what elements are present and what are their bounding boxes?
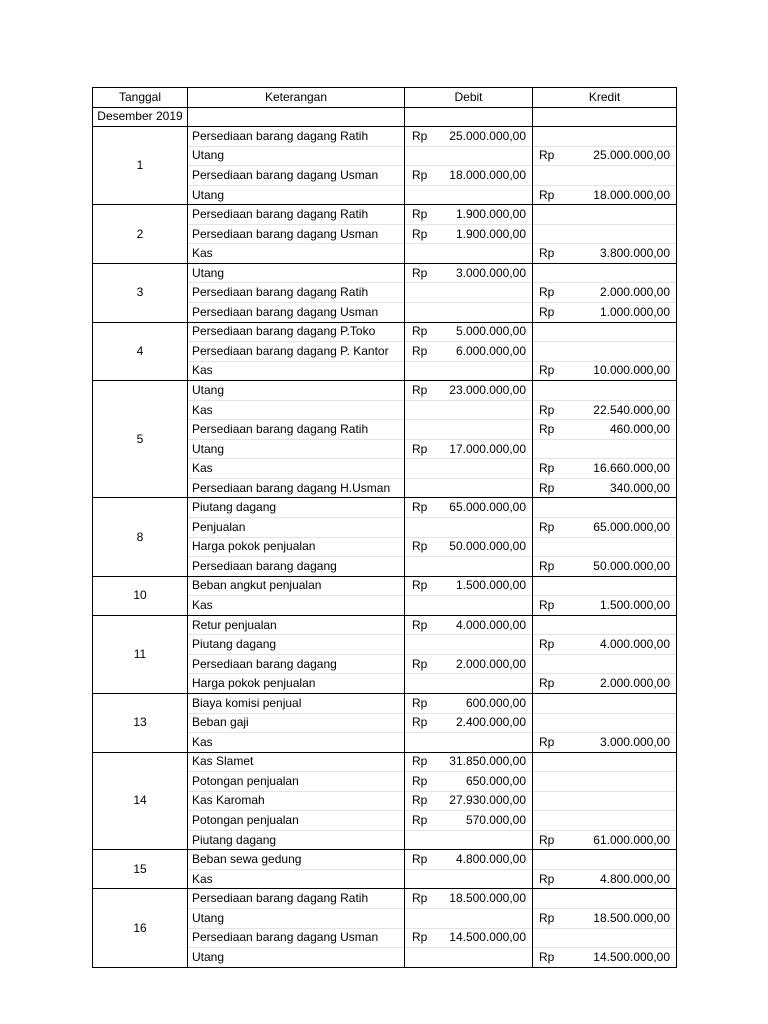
debit-amount [433,420,533,440]
debit-amount [433,400,533,420]
account-name: Persediaan barang dagang Ratih [188,283,405,303]
credit-currency [533,889,561,909]
credit-amount [561,576,677,596]
account-name: Beban sewa gedung [188,850,405,870]
debit-amount: 1.500.000,00 [433,576,533,596]
credit-currency: Rp [533,908,561,928]
debit-amount: 5.000.000,00 [433,322,533,342]
entry-date: 14 [93,752,188,850]
journal-row [93,850,677,870]
credit-currency [533,772,561,792]
debit-currency: Rp [405,713,433,733]
account-name: Piutang dagang [188,498,405,518]
credit-currency [533,322,561,342]
credit-amount [561,713,677,733]
month-empty-debit [405,107,533,127]
credit-currency: Rp [533,283,561,303]
debit-amount: 600.000,00 [433,693,533,713]
entry-date: 2 [93,205,188,264]
debit-currency: Rp [405,791,433,811]
debit-amount: 25.000.000,00 [433,127,533,147]
debit-amount: 14.500.000,00 [433,928,533,948]
debit-amount: 17.000.000,00 [433,439,533,459]
credit-currency [533,342,561,362]
credit-currency [533,928,561,948]
debit-amount [433,459,533,479]
debit-currency: Rp [405,811,433,831]
debit-amount: 6.000.000,00 [433,342,533,362]
credit-amount [561,693,677,713]
debit-amount: 570.000,00 [433,811,533,831]
debit-currency: Rp [405,439,433,459]
debit-currency [405,420,433,440]
header-debit: Debit [405,88,533,108]
debit-currency: Rp [405,693,433,713]
debit-currency: Rp [405,850,433,870]
account-name: Persediaan barang dagang Usman [188,303,405,323]
account-name: Kas [188,459,405,479]
debit-amount [433,948,533,968]
debit-amount: 650.000,00 [433,772,533,792]
account-name: Kas [188,400,405,420]
month-label: Desember 2019 [93,107,188,127]
credit-currency: Rp [533,635,561,655]
month-row [93,107,677,127]
credit-amount [561,322,677,342]
credit-amount [561,224,677,244]
credit-amount: 16.660.000,00 [561,459,677,479]
debit-amount [433,869,533,889]
account-name: Utang [188,263,405,283]
month-empty-desc [188,107,405,127]
debit-currency [405,908,433,928]
debit-amount [433,185,533,205]
account-name: Harga pokok penjualan [188,537,405,557]
debit-amount [433,244,533,264]
account-name: Biaya komisi penjual [188,693,405,713]
entry-date: 4 [93,322,188,381]
credit-currency: Rp [533,830,561,850]
credit-amount [561,615,677,635]
journal-row [93,576,677,596]
credit-amount [561,498,677,518]
credit-amount [561,127,677,147]
debit-currency: Rp [405,576,433,596]
credit-currency [533,576,561,596]
debit-currency: Rp [405,342,433,362]
debit-amount: 18.500.000,00 [433,889,533,909]
credit-amount: 2.000.000,00 [561,283,677,303]
account-name: Persediaan barang dagang Ratih [188,889,405,909]
account-name: Persediaan barang dagang P.Toko [188,322,405,342]
debit-amount [433,596,533,616]
account-name: Kas [188,244,405,264]
journal-row [93,322,677,342]
debit-currency [405,478,433,498]
journal-row [93,381,677,401]
journal-row [93,263,677,283]
debit-currency [405,283,433,303]
debit-amount [433,478,533,498]
credit-currency [533,166,561,186]
debit-currency: Rp [405,498,433,518]
credit-amount: 18.000.000,00 [561,185,677,205]
credit-currency: Rp [533,557,561,577]
debit-amount [433,635,533,655]
credit-currency: Rp [533,303,561,323]
account-name: Potongan penjualan [188,811,405,831]
debit-amount: 4.000.000,00 [433,615,533,635]
credit-amount: 61.000.000,00 [561,830,677,850]
account-name: Beban gaji [188,713,405,733]
credit-currency: Rp [533,518,561,538]
debit-currency: Rp [405,166,433,186]
credit-amount [561,811,677,831]
account-name: Kas Slamet [188,752,405,772]
debit-currency [405,361,433,381]
debit-currency: Rp [405,224,433,244]
account-name: Persediaan barang dagang Usman [188,928,405,948]
account-name: Kas [188,361,405,381]
debit-amount [433,283,533,303]
account-name: Persediaan barang dagang [188,557,405,577]
debit-amount [433,908,533,928]
debit-currency [405,948,433,968]
account-name: Kas [188,596,405,616]
journal-row [93,615,677,635]
credit-amount: 3.000.000,00 [561,733,677,753]
debit-amount: 3.000.000,00 [433,263,533,283]
credit-currency: Rp [533,948,561,968]
journal-row [93,752,677,772]
header-row [93,88,677,108]
credit-currency [533,752,561,772]
credit-amount [561,205,677,225]
credit-currency [533,498,561,518]
account-name: Potongan penjualan [188,772,405,792]
credit-currency [533,439,561,459]
debit-amount: 4.800.000,00 [433,850,533,870]
debit-amount [433,557,533,577]
credit-amount: 22.540.000,00 [561,400,677,420]
credit-currency [533,537,561,557]
credit-amount [561,342,677,362]
debit-currency [405,635,433,655]
journal-row [93,127,677,147]
debit-amount: 1.900.000,00 [433,205,533,225]
entry-date: 10 [93,576,188,615]
credit-amount: 340.000,00 [561,478,677,498]
credit-amount [561,928,677,948]
entry-date: 5 [93,381,188,498]
debit-currency: Rp [405,615,433,635]
credit-amount: 25.000.000,00 [561,146,677,166]
account-name: Piutang dagang [188,635,405,655]
debit-currency: Rp [405,263,433,283]
credit-amount [561,439,677,459]
account-name: Utang [188,439,405,459]
credit-currency [533,127,561,147]
account-name: Kas Karomah [188,791,405,811]
debit-currency [405,146,433,166]
debit-currency: Rp [405,654,433,674]
account-name: Persediaan barang dagang Ratih [188,420,405,440]
account-name: Persediaan barang dagang P. Kantor [188,342,405,362]
credit-amount: 14.500.000,00 [561,948,677,968]
credit-currency [533,224,561,244]
credit-amount: 2.000.000,00 [561,674,677,694]
entry-date: 1 [93,127,188,205]
account-name: Utang [188,185,405,205]
debit-currency [405,185,433,205]
credit-amount: 65.000.000,00 [561,518,677,538]
debit-amount: 65.000.000,00 [433,498,533,518]
credit-currency [533,205,561,225]
debit-amount [433,303,533,323]
credit-amount: 50.000.000,00 [561,557,677,577]
debit-currency: Rp [405,772,433,792]
debit-currency [405,674,433,694]
credit-currency: Rp [533,420,561,440]
credit-currency [533,811,561,831]
credit-amount [561,166,677,186]
debit-amount [433,674,533,694]
debit-currency [405,518,433,538]
debit-amount: 23.000.000,00 [433,381,533,401]
credit-currency [533,615,561,635]
credit-amount: 4.000.000,00 [561,635,677,655]
credit-currency: Rp [533,146,561,166]
debit-currency [405,244,433,264]
header-description: Keterangan [188,88,405,108]
debit-currency [405,303,433,323]
debit-currency [405,830,433,850]
account-name: Utang [188,948,405,968]
debit-amount [433,146,533,166]
debit-amount: 2.400.000,00 [433,713,533,733]
journal-row [93,693,677,713]
debit-currency [405,557,433,577]
debit-currency: Rp [405,381,433,401]
credit-currency: Rp [533,733,561,753]
entry-date: 8 [93,498,188,576]
account-name: Persediaan barang dagang Ratih [188,127,405,147]
credit-currency: Rp [533,459,561,479]
credit-currency: Rp [533,869,561,889]
account-name: Kas [188,733,405,753]
credit-currency [533,693,561,713]
debit-amount [433,518,533,538]
debit-amount: 2.000.000,00 [433,654,533,674]
account-name: Retur penjualan [188,615,405,635]
debit-currency: Rp [405,205,433,225]
debit-currency: Rp [405,928,433,948]
debit-currency: Rp [405,127,433,147]
account-name: Kas [188,869,405,889]
debit-currency: Rp [405,889,433,909]
journal-row [93,498,677,518]
entry-date: 16 [93,889,188,967]
entry-date: 3 [93,263,188,322]
account-name: Harga pokok penjualan [188,674,405,694]
debit-currency [405,869,433,889]
header-credit: Kredit [533,88,677,108]
debit-currency [405,400,433,420]
credit-amount [561,791,677,811]
account-name: Persediaan barang dagang H.Usman [188,478,405,498]
credit-amount: 10.000.000,00 [561,361,677,381]
month-empty-credit [533,107,677,127]
debit-amount: 18.000.000,00 [433,166,533,186]
debit-amount: 50.000.000,00 [433,537,533,557]
credit-currency [533,850,561,870]
debit-amount: 31.850.000,00 [433,752,533,772]
credit-amount: 460.000,00 [561,420,677,440]
entry-date: 13 [93,693,188,752]
credit-amount: 18.500.000,00 [561,908,677,928]
debit-currency: Rp [405,752,433,772]
debit-currency: Rp [405,322,433,342]
credit-amount [561,752,677,772]
credit-amount: 1.000.000,00 [561,303,677,323]
credit-amount: 4.800.000,00 [561,869,677,889]
journal-body [93,107,677,967]
credit-currency: Rp [533,185,561,205]
debit-amount: 27.930.000,00 [433,791,533,811]
debit-amount: 1.900.000,00 [433,224,533,244]
debit-currency [405,459,433,479]
account-name: Penjualan [188,518,405,538]
account-name: Utang [188,146,405,166]
account-name: Persediaan barang dagang Ratih [188,205,405,225]
account-name: Persediaan barang dagang [188,654,405,674]
journal-row [93,889,677,909]
account-name: Beban angkut penjualan [188,576,405,596]
credit-currency: Rp [533,361,561,381]
debit-amount [433,733,533,753]
credit-amount [561,263,677,283]
credit-amount: 1.500.000,00 [561,596,677,616]
journal-row [93,205,677,225]
header-date: Tanggal [93,88,188,108]
journal-table [92,87,677,968]
credit-currency [533,381,561,401]
account-name: Utang [188,908,405,928]
credit-currency: Rp [533,244,561,264]
entry-date: 11 [93,615,188,693]
entry-date: 15 [93,850,188,889]
debit-currency: Rp [405,537,433,557]
credit-amount [561,850,677,870]
debit-amount [433,830,533,850]
debit-currency [405,733,433,753]
account-name: Persediaan barang dagang Usman [188,224,405,244]
credit-currency: Rp [533,596,561,616]
debit-currency [405,596,433,616]
credit-amount [561,654,677,674]
credit-currency: Rp [533,400,561,420]
account-name: Utang [188,381,405,401]
credit-amount [561,889,677,909]
credit-amount [561,537,677,557]
debit-amount [433,361,533,381]
credit-currency: Rp [533,478,561,498]
credit-currency [533,654,561,674]
credit-amount [561,381,677,401]
credit-currency [533,263,561,283]
credit-amount [561,772,677,792]
account-name: Piutang dagang [188,830,405,850]
credit-currency [533,713,561,733]
credit-currency [533,791,561,811]
credit-currency: Rp [533,674,561,694]
credit-amount: 3.800.000,00 [561,244,677,264]
account-name: Persediaan barang dagang Usman [188,166,405,186]
